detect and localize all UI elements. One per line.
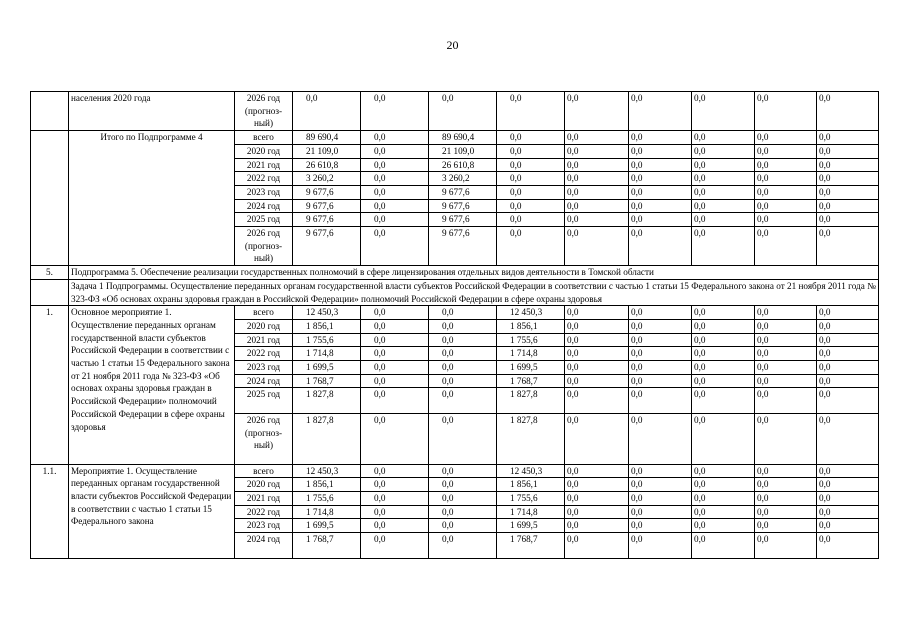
cell-value: 0,0 [429, 464, 497, 478]
cell-value: 1 755,6 [497, 492, 565, 506]
row-number [31, 131, 69, 266]
cell-value: 0,0 [361, 319, 429, 333]
row-year: 2022 год [235, 505, 293, 519]
section-title: Подпрограмма 5. Обеспечение реализации государственных полномочий в сфере лицензирования отдельных видов деятельности в Томской области [69, 266, 879, 280]
cell-value: 1 827,8 [497, 413, 565, 464]
cell-value: 0,0 [361, 533, 429, 558]
cell-value: 0,0 [497, 144, 565, 158]
cell-value: 0,0 [692, 519, 755, 533]
cell-value: 0,0 [497, 213, 565, 227]
row-year: 2026 год (прогноз-ный) [235, 413, 293, 464]
cell-value: 0,0 [361, 492, 429, 506]
cell-value: 0,0 [565, 319, 629, 333]
cell-value: 0,0 [565, 533, 629, 558]
cell-value: 1 714,8 [293, 505, 361, 519]
cell-value: 0,0 [817, 319, 879, 333]
cell-value: 0,0 [755, 199, 817, 213]
cell-value: 0,0 [497, 172, 565, 186]
cell-value: 0,0 [629, 519, 692, 533]
cell-value: 0,0 [497, 199, 565, 213]
cell-value: 26 610,8 [429, 158, 497, 172]
row-year: 2026 год (прогноз-ный) [235, 92, 293, 131]
cell-value: 0,0 [755, 306, 817, 320]
row-number: 1.1. [31, 464, 69, 558]
cell-value: 0,0 [565, 199, 629, 213]
task-text: Задача 1 Подпрограммы. Осуществление переданных органам государственной власти субъектов Российской Федерации в соответствии с частью 1 статьи 15 Федерального закона от 21 ноября 2011 года № 323-ФЗ «Об основах охраны здоровья граждан в Российской Федерации» полномочий Российской Федерации в сфере охраны здоровья [69, 279, 879, 305]
cell-value: 0,0 [429, 92, 497, 131]
cell-value: 0,0 [565, 227, 629, 266]
cell-value: 0,0 [429, 519, 497, 533]
cell-value: 0,0 [361, 478, 429, 492]
cell-value: 0,0 [817, 478, 879, 492]
cell-value: 0,0 [755, 185, 817, 199]
row-year: 2023 год [235, 361, 293, 375]
cell-value: 0,0 [755, 227, 817, 266]
cell-value: 12 450,3 [497, 306, 565, 320]
cell-value: 1 856,1 [497, 478, 565, 492]
cell-value: 0,0 [817, 306, 879, 320]
cell-value: 0,0 [755, 158, 817, 172]
cell-value: 9 677,6 [293, 185, 361, 199]
cell-value: 0,0 [692, 347, 755, 361]
row-year: 2021 год [235, 492, 293, 506]
table-row [31, 306, 879, 320]
cell-value: 0,0 [692, 533, 755, 558]
cell-value: 0,0 [565, 131, 629, 145]
row-year: 2024 год [235, 533, 293, 558]
cell-value: 0,0 [497, 227, 565, 266]
cell-value: 0,0 [293, 92, 361, 131]
row-year: 2020 год [235, 144, 293, 158]
cell-value: 0,0 [361, 464, 429, 478]
cell-value: 0,0 [629, 199, 692, 213]
cell-value: 9 677,6 [293, 227, 361, 266]
cell-value: 0,0 [755, 347, 817, 361]
cell-value: 0,0 [565, 374, 629, 388]
row-year: 2024 год [235, 199, 293, 213]
cell-value: 0,0 [361, 505, 429, 519]
row-name: населения 2020 года [69, 92, 235, 131]
row-year: 2025 год [235, 388, 293, 413]
cell-value: 0,0 [565, 144, 629, 158]
cell-value: 0,0 [429, 492, 497, 506]
cell-value: 0,0 [817, 519, 879, 533]
cell-value: 0,0 [361, 92, 429, 131]
row-year: 2022 год [235, 347, 293, 361]
cell-value: 0,0 [565, 464, 629, 478]
cell-value: 0,0 [692, 92, 755, 131]
cell-value: 0,0 [361, 347, 429, 361]
cell-value: 26 610,8 [293, 158, 361, 172]
cell-value: 3 260,2 [293, 172, 361, 186]
cell-value: 21 109,0 [429, 144, 497, 158]
cell-value: 1 714,8 [497, 347, 565, 361]
cell-value: 1 856,1 [497, 319, 565, 333]
cell-value: 0,0 [817, 199, 879, 213]
cell-value: 0,0 [361, 306, 429, 320]
cell-value: 0,0 [629, 158, 692, 172]
row-year: всего [235, 306, 293, 320]
cell-value: 0,0 [429, 319, 497, 333]
section-row [31, 266, 879, 280]
cell-value: 0,0 [429, 333, 497, 347]
cell-value: 0,0 [629, 306, 692, 320]
cell-value: 1 699,5 [293, 519, 361, 533]
cell-value: 0,0 [629, 374, 692, 388]
cell-value: 0,0 [361, 519, 429, 533]
row-name: Итого по Подпрограмме 4 [69, 131, 235, 266]
cell-value: 0,0 [361, 185, 429, 199]
cell-value: 0,0 [817, 144, 879, 158]
cell-value: 0,0 [817, 361, 879, 375]
cell-value: 0,0 [429, 533, 497, 558]
cell-value: 12 450,3 [497, 464, 565, 478]
cell-value: 0,0 [361, 413, 429, 464]
cell-value: 0,0 [629, 505, 692, 519]
cell-value: 0,0 [755, 388, 817, 413]
cell-value: 0,0 [629, 413, 692, 464]
cell-value: 0,0 [629, 333, 692, 347]
cell-value: 0,0 [755, 519, 817, 533]
cell-value: 1 755,6 [293, 492, 361, 506]
row-year: 2021 год [235, 158, 293, 172]
cell-value: 0,0 [565, 92, 629, 131]
row-name: Мероприятие 1. Осуществление переданных органам государственной власти субъектов Российской Федерации в соответствии с частью 1 статьи 15 Федерального закона [69, 464, 235, 558]
row-number: 1. [31, 306, 69, 464]
cell-value: 0,0 [429, 388, 497, 413]
cell-value: 9 677,6 [429, 227, 497, 266]
cell-value: 1 827,8 [293, 413, 361, 464]
cell-value: 0,0 [361, 374, 429, 388]
cell-value: 0,0 [629, 144, 692, 158]
row-year: 2025 год [235, 213, 293, 227]
cell-value: 0,0 [817, 333, 879, 347]
cell-value: 0,0 [629, 227, 692, 266]
cell-value: 0,0 [692, 306, 755, 320]
row-year: 2026 год (прогноз-ный) [235, 227, 293, 266]
cell-value: 0,0 [692, 144, 755, 158]
cell-value: 0,0 [817, 464, 879, 478]
row-name: Основное мероприятие 1. Осуществление переданных органам государственной власти субъектов Российской Федерации в соответствии с частью 1 статьи 15 Федерального закона от 21 ноября 2011 года № 323-ФЗ «Об основах охраны здоровья граждан в Российской Федерации» полномочий Российской Федерации в сфере охраны здоровья [69, 306, 235, 464]
cell-value: 89 690,4 [429, 131, 497, 145]
cell-value: 0,0 [629, 478, 692, 492]
cell-value: 0,0 [755, 144, 817, 158]
section-number: 5. [31, 266, 69, 280]
cell-value: 0,0 [692, 158, 755, 172]
cell-value: 1 714,8 [293, 347, 361, 361]
cell-value: 0,0 [817, 413, 879, 464]
row-year: 2022 год [235, 172, 293, 186]
cell-value: 0,0 [817, 347, 879, 361]
cell-value: 0,0 [817, 213, 879, 227]
cell-value: 1 856,1 [293, 478, 361, 492]
cell-value: 0,0 [692, 374, 755, 388]
cell-value: 1 755,6 [293, 333, 361, 347]
cell-value: 0,0 [629, 185, 692, 199]
row-number [31, 92, 69, 131]
cell-value: 0,0 [817, 533, 879, 558]
cell-value: 0,0 [755, 92, 817, 131]
cell-value: 0,0 [817, 92, 879, 131]
cell-value: 0,0 [692, 505, 755, 519]
cell-value: 0,0 [429, 505, 497, 519]
cell-value: 0,0 [629, 319, 692, 333]
cell-value: 0,0 [629, 533, 692, 558]
cell-value: 0,0 [629, 131, 692, 145]
cell-value: 0,0 [361, 333, 429, 347]
cell-value: 0,0 [565, 172, 629, 186]
cell-value: 0,0 [692, 172, 755, 186]
cell-value: 0,0 [565, 505, 629, 519]
cell-value: 1 827,8 [497, 388, 565, 413]
table-row [31, 92, 879, 131]
budget-table [30, 91, 879, 559]
cell-value: 0,0 [565, 519, 629, 533]
cell-value: 0,0 [629, 92, 692, 131]
cell-value: 0,0 [429, 361, 497, 375]
table-body [31, 92, 879, 559]
cell-value: 0,0 [692, 361, 755, 375]
cell-value: 1 755,6 [497, 333, 565, 347]
row-year: 2020 год [235, 319, 293, 333]
cell-value: 1 768,7 [497, 533, 565, 558]
cell-value: 0,0 [565, 158, 629, 172]
cell-value: 0,0 [817, 374, 879, 388]
cell-value: 0,0 [361, 388, 429, 413]
row-year: 2020 год [235, 478, 293, 492]
cell-value: 0,0 [565, 492, 629, 506]
cell-value: 0,0 [361, 131, 429, 145]
cell-value: 0,0 [429, 478, 497, 492]
task-number [31, 279, 69, 305]
cell-value: 0,0 [755, 413, 817, 464]
row-year: 2024 год [235, 374, 293, 388]
cell-value: 0,0 [755, 213, 817, 227]
cell-value: 0,0 [692, 478, 755, 492]
cell-value: 0,0 [692, 492, 755, 506]
cell-value: 12 450,3 [293, 306, 361, 320]
cell-value: 1 768,7 [293, 374, 361, 388]
cell-value: 0,0 [629, 347, 692, 361]
cell-value: 3 260,2 [429, 172, 497, 186]
cell-value: 0,0 [692, 319, 755, 333]
cell-value: 0,0 [361, 172, 429, 186]
cell-value: 0,0 [361, 158, 429, 172]
cell-value: 0,0 [692, 413, 755, 464]
cell-value: 0,0 [817, 131, 879, 145]
cell-value: 0,0 [497, 131, 565, 145]
cell-value: 89 690,4 [293, 131, 361, 145]
task-row [31, 279, 879, 305]
cell-value: 0,0 [565, 361, 629, 375]
cell-value: 0,0 [429, 347, 497, 361]
cell-value: 0,0 [817, 185, 879, 199]
cell-value: 1 699,5 [293, 361, 361, 375]
cell-value: 0,0 [565, 306, 629, 320]
cell-value: 0,0 [755, 131, 817, 145]
cell-value: 0,0 [755, 464, 817, 478]
cell-value: 1 768,7 [497, 374, 565, 388]
cell-value: 0,0 [361, 361, 429, 375]
cell-value: 0,0 [755, 505, 817, 519]
cell-value: 1 714,8 [497, 505, 565, 519]
cell-value: 0,0 [429, 374, 497, 388]
cell-value: 0,0 [755, 361, 817, 375]
cell-value: 0,0 [692, 388, 755, 413]
cell-value: 9 677,6 [429, 199, 497, 213]
cell-value: 0,0 [361, 213, 429, 227]
table-row [31, 464, 879, 478]
cell-value: 0,0 [629, 492, 692, 506]
cell-value: 9 677,6 [293, 199, 361, 213]
cell-value: 0,0 [755, 533, 817, 558]
cell-value: 0,0 [565, 478, 629, 492]
cell-value: 0,0 [817, 388, 879, 413]
table-row [31, 131, 879, 145]
row-year: всего [235, 464, 293, 478]
cell-value: 1 827,8 [293, 388, 361, 413]
cell-value: 0,0 [755, 319, 817, 333]
cell-value: 0,0 [692, 333, 755, 347]
cell-value: 0,0 [497, 158, 565, 172]
cell-value: 12 450,3 [293, 464, 361, 478]
cell-value: 0,0 [755, 172, 817, 186]
cell-value: 0,0 [629, 213, 692, 227]
cell-value: 0,0 [817, 492, 879, 506]
cell-value: 0,0 [565, 185, 629, 199]
row-year: всего [235, 131, 293, 145]
cell-value: 0,0 [692, 185, 755, 199]
cell-value: 0,0 [692, 464, 755, 478]
cell-value: 9 677,6 [429, 185, 497, 199]
cell-value: 0,0 [817, 227, 879, 266]
cell-value: 0,0 [817, 158, 879, 172]
cell-value: 0,0 [692, 213, 755, 227]
cell-value: 0,0 [565, 333, 629, 347]
cell-value: 0,0 [817, 172, 879, 186]
cell-value: 0,0 [755, 478, 817, 492]
cell-value: 0,0 [692, 199, 755, 213]
cell-value: 1 856,1 [293, 319, 361, 333]
cell-value: 0,0 [361, 199, 429, 213]
cell-value: 0,0 [429, 413, 497, 464]
cell-value: 0,0 [361, 144, 429, 158]
cell-value: 0,0 [565, 213, 629, 227]
row-year: 2023 год [235, 185, 293, 199]
cell-value: 0,0 [361, 227, 429, 266]
cell-value: 1 699,5 [497, 519, 565, 533]
cell-value: 9 677,6 [429, 213, 497, 227]
cell-value: 0,0 [565, 388, 629, 413]
cell-value: 0,0 [629, 388, 692, 413]
cell-value: 0,0 [497, 92, 565, 131]
cell-value: 0,0 [429, 306, 497, 320]
cell-value: 21 109,0 [293, 144, 361, 158]
row-year: 2023 год [235, 519, 293, 533]
cell-value: 0,0 [629, 172, 692, 186]
cell-value: 0,0 [692, 227, 755, 266]
cell-value: 0,0 [565, 413, 629, 464]
cell-value: 0,0 [692, 131, 755, 145]
cell-value: 0,0 [629, 464, 692, 478]
row-year: 2021 год [235, 333, 293, 347]
page-number: 20 [446, 38, 459, 52]
cell-value: 0,0 [755, 492, 817, 506]
cell-value: 0,0 [629, 361, 692, 375]
cell-value: 0,0 [755, 374, 817, 388]
cell-value: 0,0 [565, 347, 629, 361]
cell-value: 9 677,6 [293, 213, 361, 227]
cell-value: 1 768,7 [293, 533, 361, 558]
cell-value: 1 699,5 [497, 361, 565, 375]
cell-value: 0,0 [497, 185, 565, 199]
cell-value: 0,0 [755, 333, 817, 347]
cell-value: 0,0 [817, 505, 879, 519]
